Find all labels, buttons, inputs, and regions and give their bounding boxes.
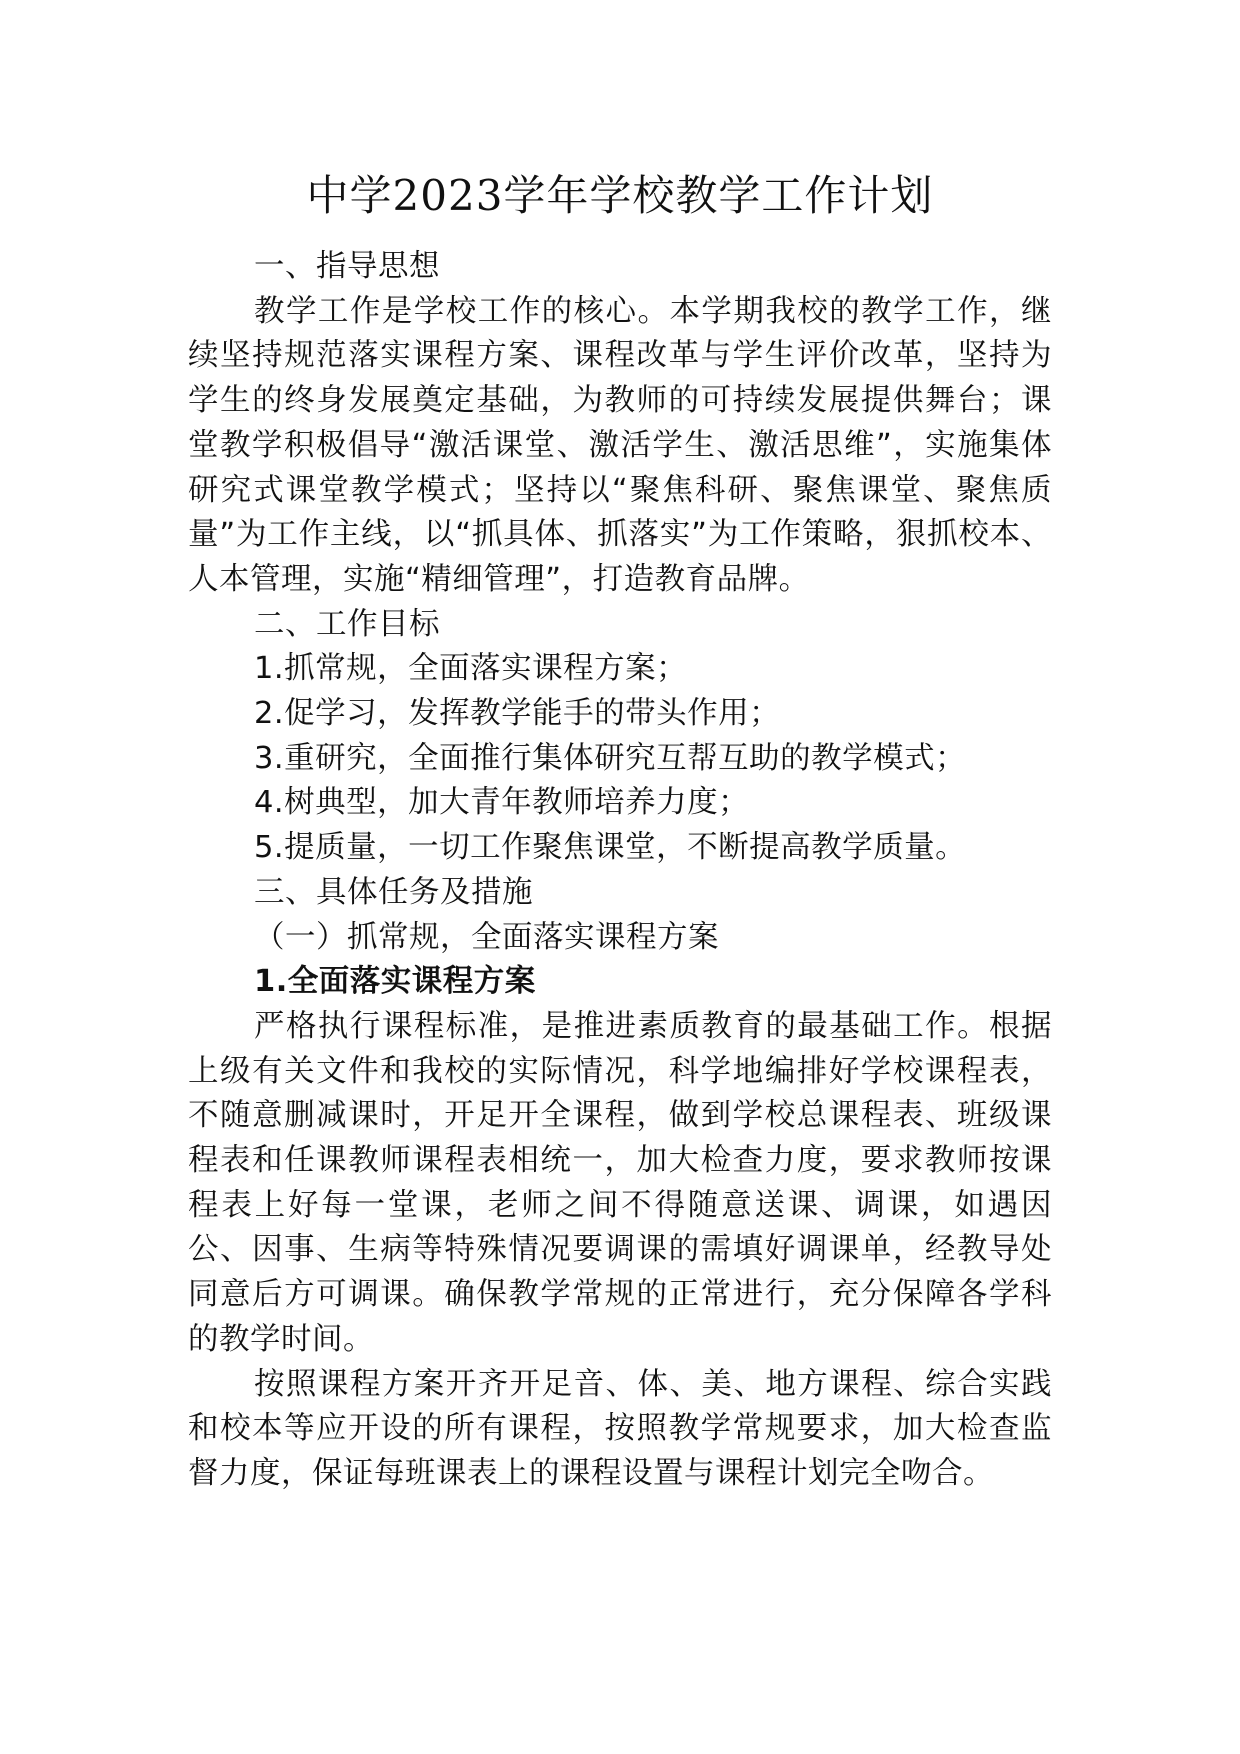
document-body	[188, 245, 1052, 1497]
section-heading-guiding-ideology: 一、指导思想	[254, 249, 440, 284]
document-title: 中学2023学年学校教学工作计划	[306, 171, 934, 220]
goal-item-3: 3.重研究，全面推行集体研究互帮互助的教学模式；	[254, 740, 967, 776]
goal-item-1: 1.抓常规，全面落实课程方案；	[254, 651, 688, 687]
goal-item-5: 5.提质量，一切工作聚焦课堂，不断提高教学质量。	[254, 830, 967, 866]
goal-item-2: 2.促学习，发挥教学能手的带头作用；	[254, 696, 781, 732]
paragraph-curriculum-standards: 严格执行课程标准，是推进素质教育的最基础工作。根据上级有关文件和我校的实际情况，科学地编排好学校课程表，不随意删减课时，开足开全课程，做到学校总课程表、班级课程表和任课教师课程表相统一，加大检查力度，要求教师按课程表上好每一堂课，老师之间不得随意送课、调课，如遇因公、因事、生病等特殊情况要调课的需填好调课单，经教导处同意后方可调课。确保教学常规的正常进行，充分保障各学科的教学时间。	[188, 1008, 1052, 1357]
subsection-item-heading-curriculum: 1.全面落实课程方案	[254, 964, 536, 1000]
subsection-heading-routine: （一）抓常规，全面落实课程方案	[254, 919, 719, 955]
goal-item-4: 4.树典型，加大青年教师培养力度；	[254, 785, 750, 821]
paragraph-curriculum-courses: 按照课程方案开齐开足音、体、美、地方课程、综合实践和校本等应开设的所有课程，按照教学常规要求，加大检查监督力度，保证每班课表上的课程设置与课程计划完全吻合。	[188, 1366, 1052, 1491]
section-heading-work-goals: 二、工作目标	[254, 606, 440, 642]
paragraph-guiding-ideology: 教学工作是学校工作的核心。本学期我校的教学工作，继续坚持规范落实课程方案、课程改革与学生评价改革，坚持为学生的终身发展奠定基础，为教师的可持续发展提供舞台；课堂教学积极倡导“激活课堂、激活学生、激活思维”，实施集体研究式课堂教学模式；坚持以“聚焦科研、聚焦课堂、聚焦质量”为工作主线，以“抓具体、抓落实”为工作策略，狠抓校本、人本管理，实施“精细管理”，打造教育品牌。	[188, 293, 1052, 597]
section-heading-tasks-measures: 三、具体任务及措施	[254, 874, 533, 910]
